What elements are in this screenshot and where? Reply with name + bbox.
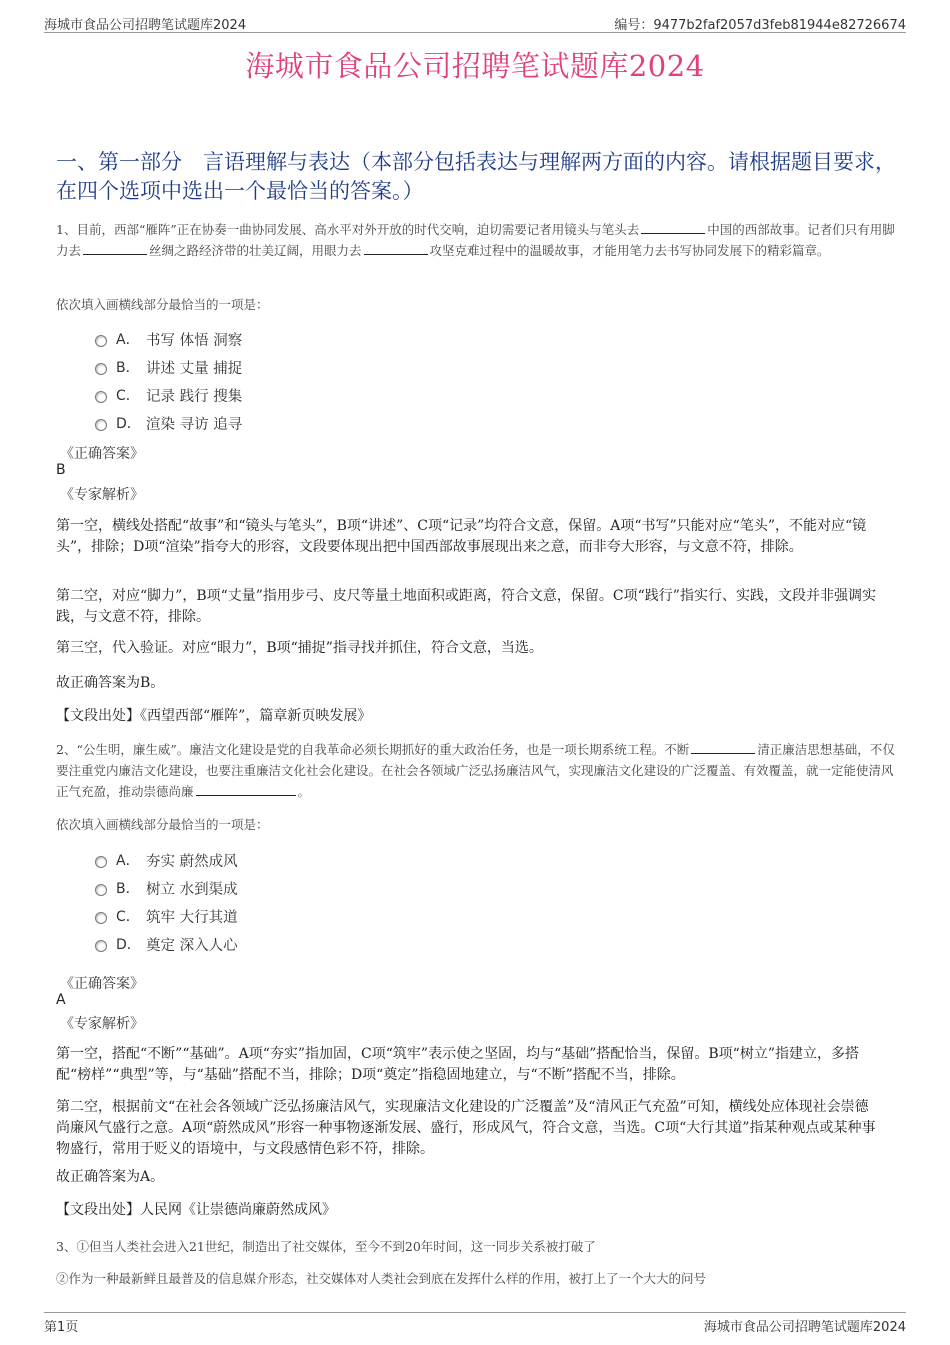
fill-blank	[641, 221, 705, 234]
analysis-paragraph: 第一空，横线处搭配“故事”和“镜头与笔头”，B项“讲述”、C项“记录”均符合文意，保留。A项“书写”只能对应“笔头”，不能对应“镜头”，排除；D项“渲染”指夸大的形容，文段要体现出把中国西部故事展现出来之意，而非夸大形容，与文意不符，排除。	[56, 518, 867, 555]
option-letter: A．	[116, 332, 140, 348]
option-text: 奠定 深入人心	[146, 937, 238, 954]
question-1-text	[56, 219, 896, 261]
answer-value: B	[56, 462, 66, 478]
question-1-part-b: 中国的西部故事。记者们只有用脚力去	[56, 222, 895, 258]
option-d[interactable]	[95, 409, 242, 437]
page-header	[44, 10, 906, 33]
page-footer	[44, 1312, 906, 1333]
page-number: 第1页	[44, 1320, 79, 1335]
fill-blank	[691, 741, 755, 754]
option-d[interactable]	[95, 930, 238, 958]
analysis-label: 《专家解析》	[60, 1016, 144, 1032]
option-letter: B．	[116, 360, 140, 376]
footer-doc-title: 海城市食品公司招聘笔试题库2024	[703, 1320, 906, 1335]
option-text: 筑牢 大行其道	[146, 909, 238, 926]
answer-label: 《正确答案》	[60, 446, 144, 462]
option-letter: B．	[116, 881, 140, 897]
question-2-part-a: 2、“公生明，廉生威”。廉洁文化建设是党的自我革命必须长期抓好的重大政治任务，也是一项长期系统工程。不断	[56, 742, 690, 757]
option-a[interactable]	[95, 325, 242, 353]
question-2-part-c: 。	[297, 784, 311, 799]
question-2-part-b: 清正廉洁思想基础，不仅要注重党内廉洁文化建设，也要注重廉洁文化社会化建设。在社会各领域广泛弘扬廉洁风气，实现廉洁文化建设的广泛覆盖、有效覆盖，就一定能使清风正气充盈，推动崇德尚廉	[56, 742, 895, 799]
option-letter: C．	[116, 388, 140, 404]
question-1-prompt: 依次填入画横线部分最恰当的一项是：	[56, 297, 269, 312]
fill-blank	[196, 783, 296, 796]
option-letter: D．	[116, 937, 141, 953]
question-1-part-c: 丝绸之路经济带的壮美辽阔，用眼力去	[149, 243, 362, 258]
question-1-part-a: 1、目前，西部“雁阵”正在协奏一曲协同发展、高水平对外开放的时代交响，迫切需要记者用镜头与笔头去	[56, 222, 640, 237]
option-text: 记录 践行 搜集	[146, 388, 243, 405]
option-text: 渲染 寻访 追寻	[146, 416, 243, 433]
section-title: 一、第一部分 言语理解与表达（本部分包括表达与理解两方面的内容。请根据题目要求，在四个选项中选出一个最恰当的答案。）	[56, 150, 896, 203]
option-text: 书写 体悟 洞察	[146, 332, 243, 349]
option-c[interactable]	[95, 902, 238, 930]
radio-button[interactable]	[95, 940, 107, 952]
analysis-label: 《专家解析》	[60, 487, 144, 503]
question-2-options	[95, 846, 238, 958]
fill-blank	[364, 242, 428, 255]
radio-button[interactable]	[95, 335, 107, 347]
analysis-conclusion: 故正确答案为A。	[56, 1169, 165, 1185]
option-letter: A．	[116, 853, 140, 869]
radio-button[interactable]	[95, 363, 107, 375]
analysis-paragraph: 第三空，代入验证。对应“眼力”，B项“捕捉”指寻找并抓住，符合文意，当选。	[56, 640, 543, 656]
fill-blank	[83, 242, 147, 255]
answer-label: 《正确答案》	[60, 976, 144, 992]
option-text: 讲述 丈量 捕捉	[146, 360, 243, 377]
analysis-conclusion: 故正确答案为B。	[56, 675, 165, 691]
radio-button[interactable]	[95, 884, 107, 896]
question-1-options	[95, 325, 242, 437]
option-letter: D．	[116, 416, 141, 432]
page-title: 海城市食品公司招聘笔试题库2024	[245, 49, 705, 83]
radio-button[interactable]	[95, 856, 107, 868]
analysis-paragraph: 第二空，根据前文“在社会各领域广泛弘扬廉洁风气，实现廉洁文化建设的广泛覆盖”及“清风正气充盈”可知，横线处应体现社会崇德尚廉风气盛行之意。A项“蔚然成风”形容一种事物逐渐发展、盛行，形成风气，符合文意，当选。C项“大行其道”指某种观点或某种事物盛行，常用于贬义的语境中，与文段感情色彩不符，排除。	[56, 1099, 876, 1157]
option-text: 夯实 蔚然成风	[146, 853, 238, 870]
header-doc-id: 编号：9477b2faf2057d3feb81944e82726674	[614, 18, 906, 33]
header-doc-title: 海城市食品公司招聘笔试题库2024	[44, 18, 247, 33]
option-text: 树立 水到渠成	[146, 881, 238, 898]
question-3-line-1: 3、①但当人类社会进入21世纪，制造出了社交媒体，至今不到20年时间，这一同步关系被打破了	[56, 1239, 596, 1254]
radio-button[interactable]	[95, 912, 107, 924]
answer-value: A	[56, 992, 66, 1008]
question-3-line-2: ②作为一种最新鲜且最普及的信息媒介形态，社交媒体对人类社会到底在发挥什么样的作用，被打上了一个大大的问号	[56, 1271, 707, 1286]
radio-button[interactable]	[95, 391, 107, 403]
radio-button[interactable]	[95, 419, 107, 431]
question-2-text	[56, 739, 896, 802]
source-citation: 【文段出处】《西望西部“雁阵”，篇章新页映发展》	[56, 708, 372, 724]
source-citation: 【文段出处】人民网《让崇德尚廉蔚然成风》	[56, 1202, 336, 1218]
question-1-part-d: 攻坚克难过程中的温暖故事，才能用笔力去书写协同发展下的精彩篇章。	[429, 243, 830, 258]
analysis-paragraph: 第一空，搭配“不断”“基础”。A项“夯实”指加固，C项“筑牢”表示使之坚固，均与“基础”搭配恰当，保留。B项“树立”指建立，多搭配“榜样”“典型”等，与“基础”搭配不当，排除；D项“奠定”指稳固地建立，与“不断”搭配不当，排除。	[56, 1046, 859, 1083]
option-c[interactable]	[95, 381, 242, 409]
option-b[interactable]	[95, 874, 238, 902]
option-letter: C．	[116, 909, 140, 925]
analysis-paragraph: 第二空，对应“脚力”，B项“丈量”指用步弓、皮尺等量土地面积或距离，符合文意，保留。C项“践行”指实行、实践，文段并非强调实践，与文意不符，排除。	[56, 588, 876, 625]
option-a[interactable]	[95, 846, 238, 874]
question-2-prompt: 依次填入画横线部分最恰当的一项是：	[56, 817, 269, 832]
option-b[interactable]	[95, 353, 242, 381]
